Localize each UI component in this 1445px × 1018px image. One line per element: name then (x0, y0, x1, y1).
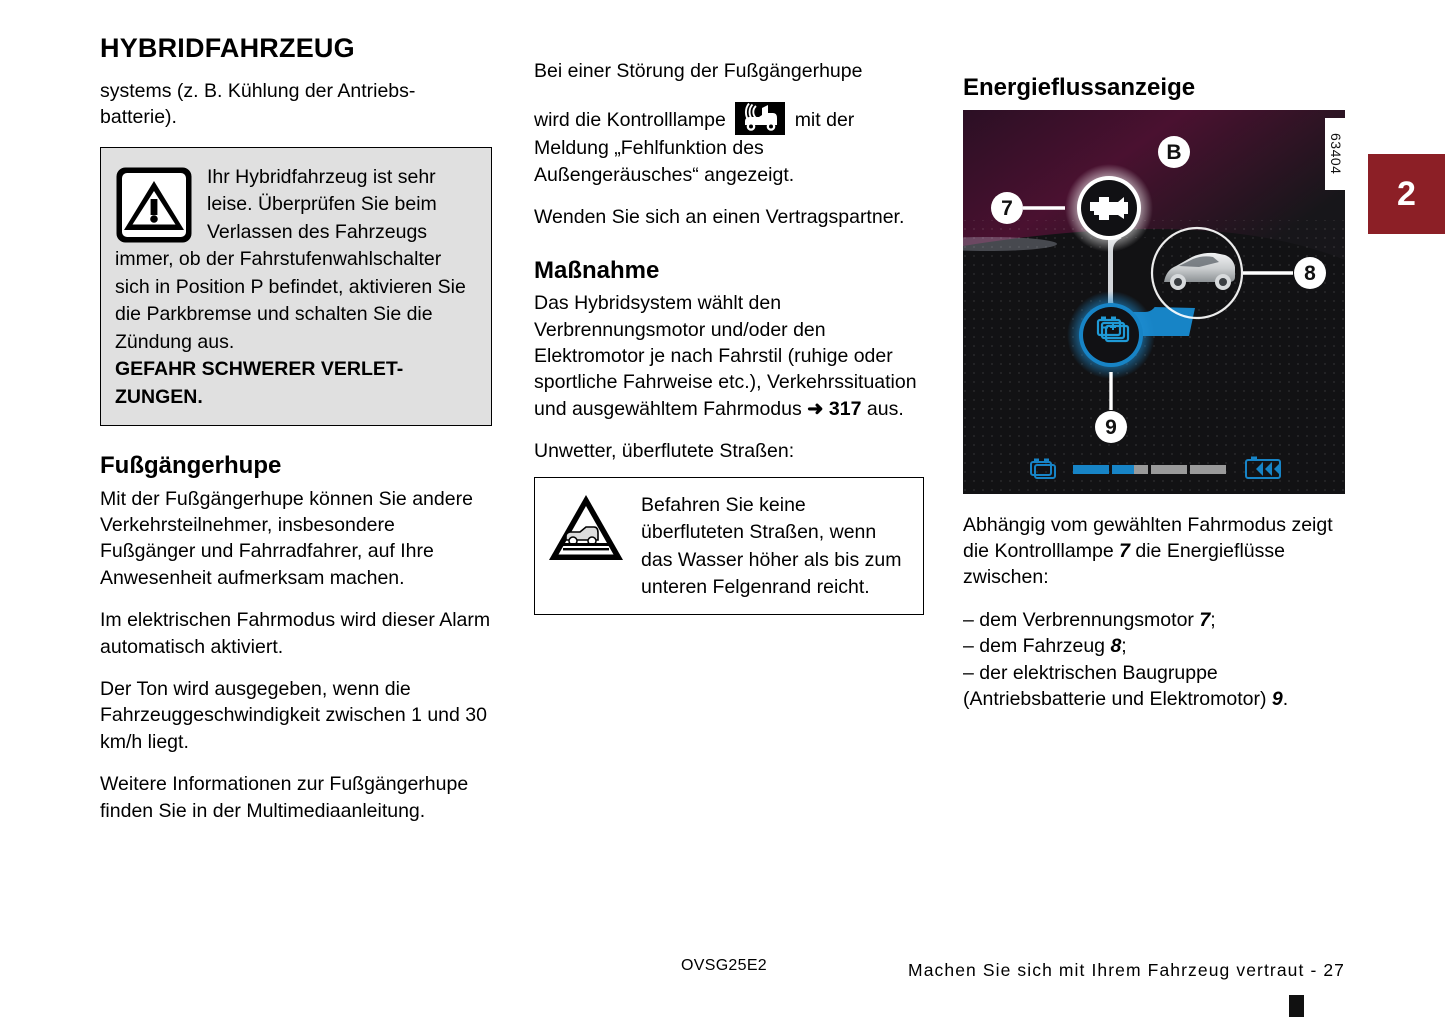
bullet-tail-1: ; (1210, 608, 1216, 631)
measure-text-1: Das Hybridsystem wählt den Verbrennungsmotor und/oder den Elektromotor je nach Fahrstil (ruhige oder sportliche Fahrweise etc.), Verkehrssituation und ausgewähltem Fahrmodus (534, 292, 917, 420)
figure-code: 63404 (1325, 118, 1347, 190)
svg-text:B: B (1166, 140, 1182, 164)
bullet-text-1: dem Verbrennungsmotor (979, 608, 1194, 631)
bullet-ref-2: 8 (1110, 635, 1122, 658)
section-title-pedestrian-horn: Fußgängerhupe (100, 452, 282, 479)
lamp-text-after: mit der Meldung „Fehlfunktion des Außengeräusches“ angezeigt. (534, 109, 855, 186)
paragraph-horn-speed: Der Ton wird ausgegeben, wenn die Fahrzeuggeschwindigkeit zwischen 1 und 30 km/h liegt. (100, 678, 487, 753)
paragraph-horn-multimedia: Weitere Informationen zur Fußgängerhupe finden Sie in der Multimediaanleitung. (100, 773, 469, 822)
paragraph-weather: Unwetter, überflutete Straßen: (534, 440, 795, 463)
section-title-energy-flow: Energieflussanzeige (963, 74, 1196, 101)
bullet-ref-1: 7 (1199, 608, 1211, 631)
paragraph-horn-auto: Im elektrischen Fahrmodus wird dieser Alarm automatisch aktiviert. (100, 609, 491, 658)
paragraph-horn-purpose: Mit der Fußgängerhupe können Sie andere Verkehrsteilnehmer, insbesondere Fußgänger und Fahrradfahrer, auf Ihre Anwesenheit aufmerksam machen. (100, 487, 473, 589)
bullet-dash-3: – (963, 661, 974, 684)
footer-document-code: OVSG25E2 (681, 957, 768, 974)
measure-text-2: aus. (866, 397, 904, 420)
warning-bold: GEFAHR SCHWERER VERLET-ZUNGEN. (115, 358, 404, 408)
bullet-dash-2: – (963, 635, 974, 658)
paragraph-measure (534, 290, 924, 422)
middle-column (534, 0, 924, 940)
svg-text:8: 8 (1304, 261, 1316, 285)
desc-text-1: Abhängig vom gewählten Fahrmodus zeigt die Kontrolllampe (963, 513, 1333, 562)
lamp-text-before: wird die Kontrolllampe (534, 109, 726, 132)
energy-flow-figure (963, 110, 1345, 494)
paragraph-warning-lamp (534, 102, 924, 188)
page-title: HYBRIDFAHRZEUG (100, 33, 355, 63)
paragraph-horn-fault-intro: Bei einer Störung der Fußgängerhupe (534, 60, 863, 82)
bullet-text-3: der elektrischen Baugruppe (Antriebsbatterie und Elektromotor) (963, 661, 1267, 711)
bullet-ref-3: 9 (1271, 688, 1283, 711)
warning-text-flooded: Befahren Sie keine überfluteten Straßen, wenn das Wasser höher als bis zum unteren Felgenrand reicht. (641, 493, 902, 599)
svg-text:7: 7 (1001, 196, 1013, 220)
energy-flow-display-image (963, 110, 1345, 494)
footer-chapter-title: Machen Sie sich mit Ihrem Fahrzeug vertraut - 27 (908, 960, 1345, 980)
left-column (100, 0, 492, 940)
warning-box-quiet-vehicle (100, 147, 492, 427)
page-reference-317: ➜ 317 (807, 397, 862, 420)
section-title-measure: Maßnahme (534, 256, 660, 284)
bullet-tail-2: ; (1121, 635, 1127, 658)
right-column (963, 0, 1345, 940)
bullet-item-electric-assembly (963, 660, 1345, 713)
desc-ref-7: 7 (1119, 540, 1130, 562)
bullet-dash-1: – (963, 608, 974, 631)
svg-text:9: 9 (1105, 415, 1117, 439)
warning-body: Ihr Hybridfahrzeug ist sehr leise. Überprüfen Sie beim Verlassen des Fahrzeugs immer, ob der Fahrstufenwahlschalter sich in Position P befindet, aktivieren Sie die Parkbremse und schalten Sie die Zündung aus. (115, 165, 466, 353)
bullet-item-vehicle (963, 633, 1345, 659)
bullet-text-2: dem Fahrzeug (979, 635, 1106, 658)
pedestrian-horn-warning-lamp-icon (735, 102, 785, 135)
desc-text-2: die Energieflüsse zwischen: (963, 540, 1285, 589)
bullet-tail-3: . (1282, 688, 1289, 711)
paragraph-contact-dealer: Wenden Sie sich an einen Vertragspartner. (534, 206, 905, 229)
bullet-item-engine (963, 607, 1345, 633)
paragraph-energy-flow-description (963, 512, 1345, 591)
lead-paragraph: systems (z. B. Kühlung der Antriebs-batterie). (100, 79, 416, 129)
warning-box-flooded-roads (534, 477, 924, 615)
footer-page-marker (1289, 995, 1304, 1017)
warning-triangle-icon (115, 166, 193, 244)
flooded-road-triangle-icon (547, 492, 625, 564)
chapter-tab: 2 (1368, 154, 1445, 234)
